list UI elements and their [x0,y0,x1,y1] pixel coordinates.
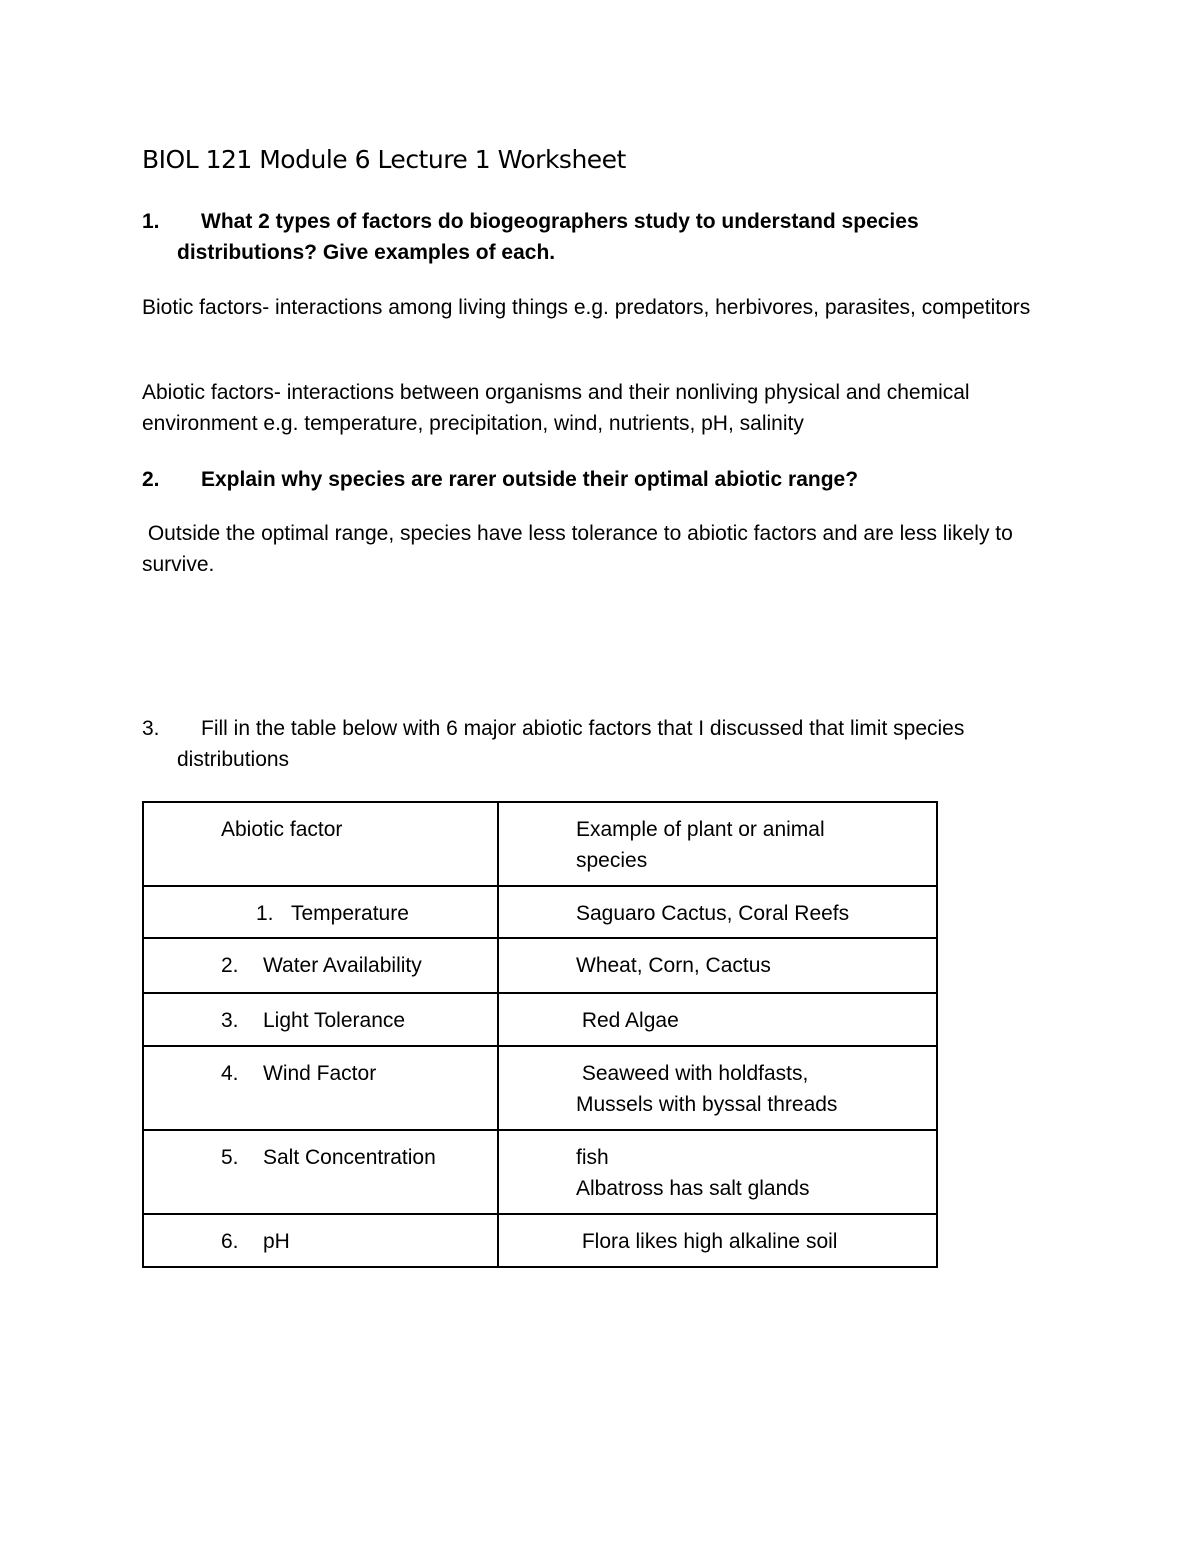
question-text: distributions [177,748,290,771]
table-row [143,938,937,993]
example-species: Flora likes high alkaline soil [576,1230,838,1253]
answer-biotic: Biotic factors- interactions among living things e.g. predators, herbivores, parasites, competitors [142,296,1031,319]
example-species: Seaweed with holdfasts, Mussels with byssal threads [576,1062,838,1116]
question-number: 3. [142,717,160,740]
page-title: BIOL 121 Module 6 Lecture 1 Worksheet [142,145,626,174]
row-number: 4. [221,1062,239,1085]
row-number: 1. [256,902,274,925]
factor-name: Water Availability [263,954,422,977]
abiotic-factors-table [142,801,938,1268]
table-row [143,1130,937,1214]
table-row [143,1214,937,1267]
question-2 [142,464,1042,495]
factor-name: Wind Factor [263,1062,377,1085]
answer-abiotic: Abiotic factors- interactions between organisms and their nonliving physical and chemical environment e.g. temperature, precipitation, wind, nutrients, pH, salinity [142,381,976,435]
row-number: 3. [221,1009,239,1032]
header-example-species: Example of plant or animal species [576,818,825,872]
header-cell [143,802,498,886]
question-3 [142,713,1042,775]
table-header-row [143,802,937,886]
row-number: 6. [221,1230,239,1253]
example-species: Red Algae [576,1009,679,1032]
header-cell [498,802,937,886]
table-row [143,993,937,1046]
header-abiotic-factor: Abiotic factor [221,818,343,841]
row-number: 2. [221,954,239,977]
table-row [143,886,937,938]
example-species: Wheat, Corn, Cactus [576,954,771,977]
question-text: Explain why species are rarer outside their optimal abiotic range? [201,468,859,491]
row-number: 5. [221,1146,239,1169]
question-number: 2. [142,468,160,491]
question-1 [142,206,1042,268]
table-row [143,1046,937,1130]
example-species: fish Albatross has salt glands [576,1146,810,1200]
question-text: What 2 types of factors do biogeographers study to understand species [201,210,919,233]
factor-name: Temperature [291,902,409,925]
factor-name: pH [263,1230,290,1253]
question-text: Fill in the table below with 6 major abiotic factors that I discussed that limit species [201,717,965,740]
factor-name: Salt Concentration [263,1146,436,1169]
question-text: distributions? Give examples of each. [177,241,556,264]
answer-q2: Outside the optimal range, species have less tolerance to abiotic factors and are less likely to survive. [142,522,1019,576]
question-number: 1. [142,210,160,233]
example-species: Saguaro Cactus, Coral Reefs [576,902,850,925]
factor-name: Light Tolerance [263,1009,406,1032]
